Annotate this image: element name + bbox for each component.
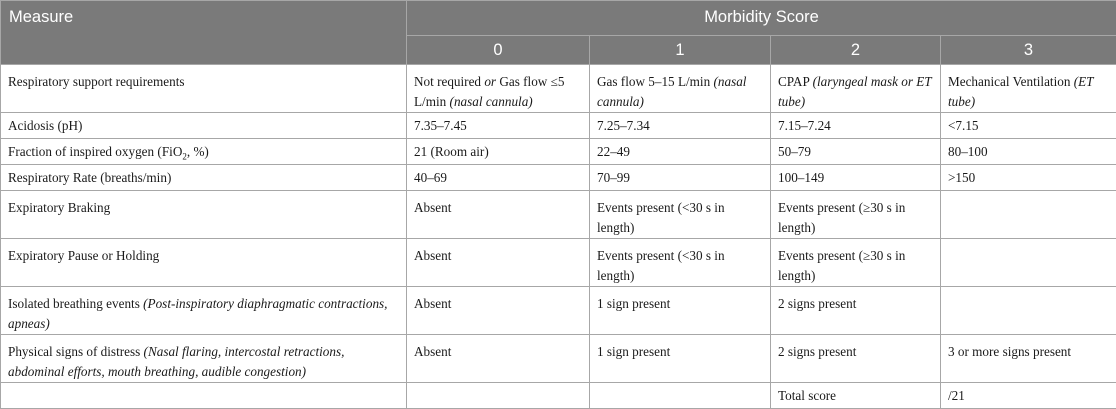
cell-text-italic: or: [484, 74, 496, 89]
table-row: [1, 239, 1116, 287]
measure-cell: [1, 139, 407, 165]
score-0-cell: 7.35–7.45: [407, 113, 590, 139]
score-3-cell: >150: [941, 165, 1116, 191]
cell-text-italic: (ET tube): [948, 74, 1093, 109]
score-3-cell: [941, 65, 1116, 113]
cell-text: Fraction of inspired oxygen (FiO: [8, 144, 182, 159]
table-row: [1, 113, 1116, 139]
measure-cell: Expiratory Braking: [1, 191, 407, 239]
measure-cell: Respiratory Rate (breaths/min): [1, 165, 407, 191]
cell-text: Isolated breathing events: [8, 296, 143, 311]
score-3-header: 3: [941, 36, 1116, 65]
score-0-cell: Absent: [407, 239, 590, 287]
score-2-header: 2: [771, 36, 941, 65]
morbidity-score-header: Morbidity Score: [407, 1, 1116, 36]
score-2-cell: Events present (≥30 s in length): [771, 239, 941, 287]
cell-text: Not required: [414, 74, 484, 89]
score-3-cell: [941, 239, 1116, 287]
measure-cell: [1, 335, 407, 383]
cell-text: , %): [187, 144, 209, 159]
score-2-cell: 2 signs present: [771, 287, 941, 335]
header-row: [1, 1, 1116, 36]
score-1-cell: 22–49: [590, 139, 771, 165]
cell-text-italic: (nasal cannula): [597, 74, 746, 109]
score-0-header: 0: [407, 36, 590, 65]
score-2-cell: Events present (≥30 s in length): [771, 191, 941, 239]
measure-header: Measure: [1, 1, 407, 65]
score-1-cell: 1 sign present: [590, 335, 771, 383]
cell-text: Gas flow 5–15 L/min: [597, 74, 713, 89]
total-value: /21: [941, 383, 1116, 409]
score-2-cell: 100–149: [771, 165, 941, 191]
score-1-header: 1: [590, 36, 771, 65]
score-3-cell: [941, 287, 1116, 335]
subscript: 2: [182, 152, 187, 162]
table-row: [1, 287, 1116, 335]
measure-cell: [1, 287, 407, 335]
cell-text: Gas flow ≤5 L/min: [414, 74, 564, 109]
cell-text-italic: (laryngeal mask or ET tube): [778, 74, 931, 109]
score-1-cell: Events present (<30 s in length): [590, 191, 771, 239]
cell-text: Physical signs of distress: [8, 344, 144, 359]
score-0-cell: 40–69: [407, 165, 590, 191]
total-row: [1, 383, 1116, 409]
score-2-cell: [771, 65, 941, 113]
table-row: [1, 165, 1116, 191]
empty-cell: [590, 383, 771, 409]
score-0-cell: Absent: [407, 191, 590, 239]
score-1-cell: 70–99: [590, 165, 771, 191]
cell-text-italic: (Post-inspiratory diaphragmatic contractions, apneas): [8, 296, 387, 331]
score-0-cell: Absent: [407, 335, 590, 383]
score-2-cell: 7.15–7.24: [771, 113, 941, 139]
measure-cell: Expiratory Pause or Holding: [1, 239, 407, 287]
score-0-cell: Absent: [407, 287, 590, 335]
cell-text: CPAP: [778, 74, 813, 89]
measure-cell: Respiratory support requirements: [1, 65, 407, 113]
score-2-cell: 2 signs present: [771, 335, 941, 383]
score-2-cell: 50–79: [771, 139, 941, 165]
score-0-cell: 21 (Room air): [407, 139, 590, 165]
table-row: [1, 191, 1116, 239]
table-row: [1, 335, 1116, 383]
cell-text: Mechanical Ventilation: [948, 74, 1074, 89]
total-label: Total score: [771, 383, 941, 409]
score-1-cell: 7.25–7.34: [590, 113, 771, 139]
score-3-cell: [941, 191, 1116, 239]
table-row: [1, 139, 1116, 165]
score-3-cell: 80–100: [941, 139, 1116, 165]
score-3-cell: <7.15: [941, 113, 1116, 139]
score-1-cell: [590, 65, 771, 113]
cell-text-italic: (nasal cannula): [450, 94, 533, 109]
empty-cell: [1, 383, 407, 409]
cell-text-italic: (Nasal flaring, intercostal retractions, abdominal efforts, mouth breathing, audible congestion): [8, 344, 344, 379]
score-1-cell: 1 sign present: [590, 287, 771, 335]
score-1-cell: Events present (<30 s in length): [590, 239, 771, 287]
empty-cell: [407, 383, 590, 409]
measure-cell: Acidosis (pH): [1, 113, 407, 139]
table-row: [1, 65, 1116, 113]
score-3-cell: 3 or more signs present: [941, 335, 1116, 383]
score-0-cell: [407, 65, 590, 113]
